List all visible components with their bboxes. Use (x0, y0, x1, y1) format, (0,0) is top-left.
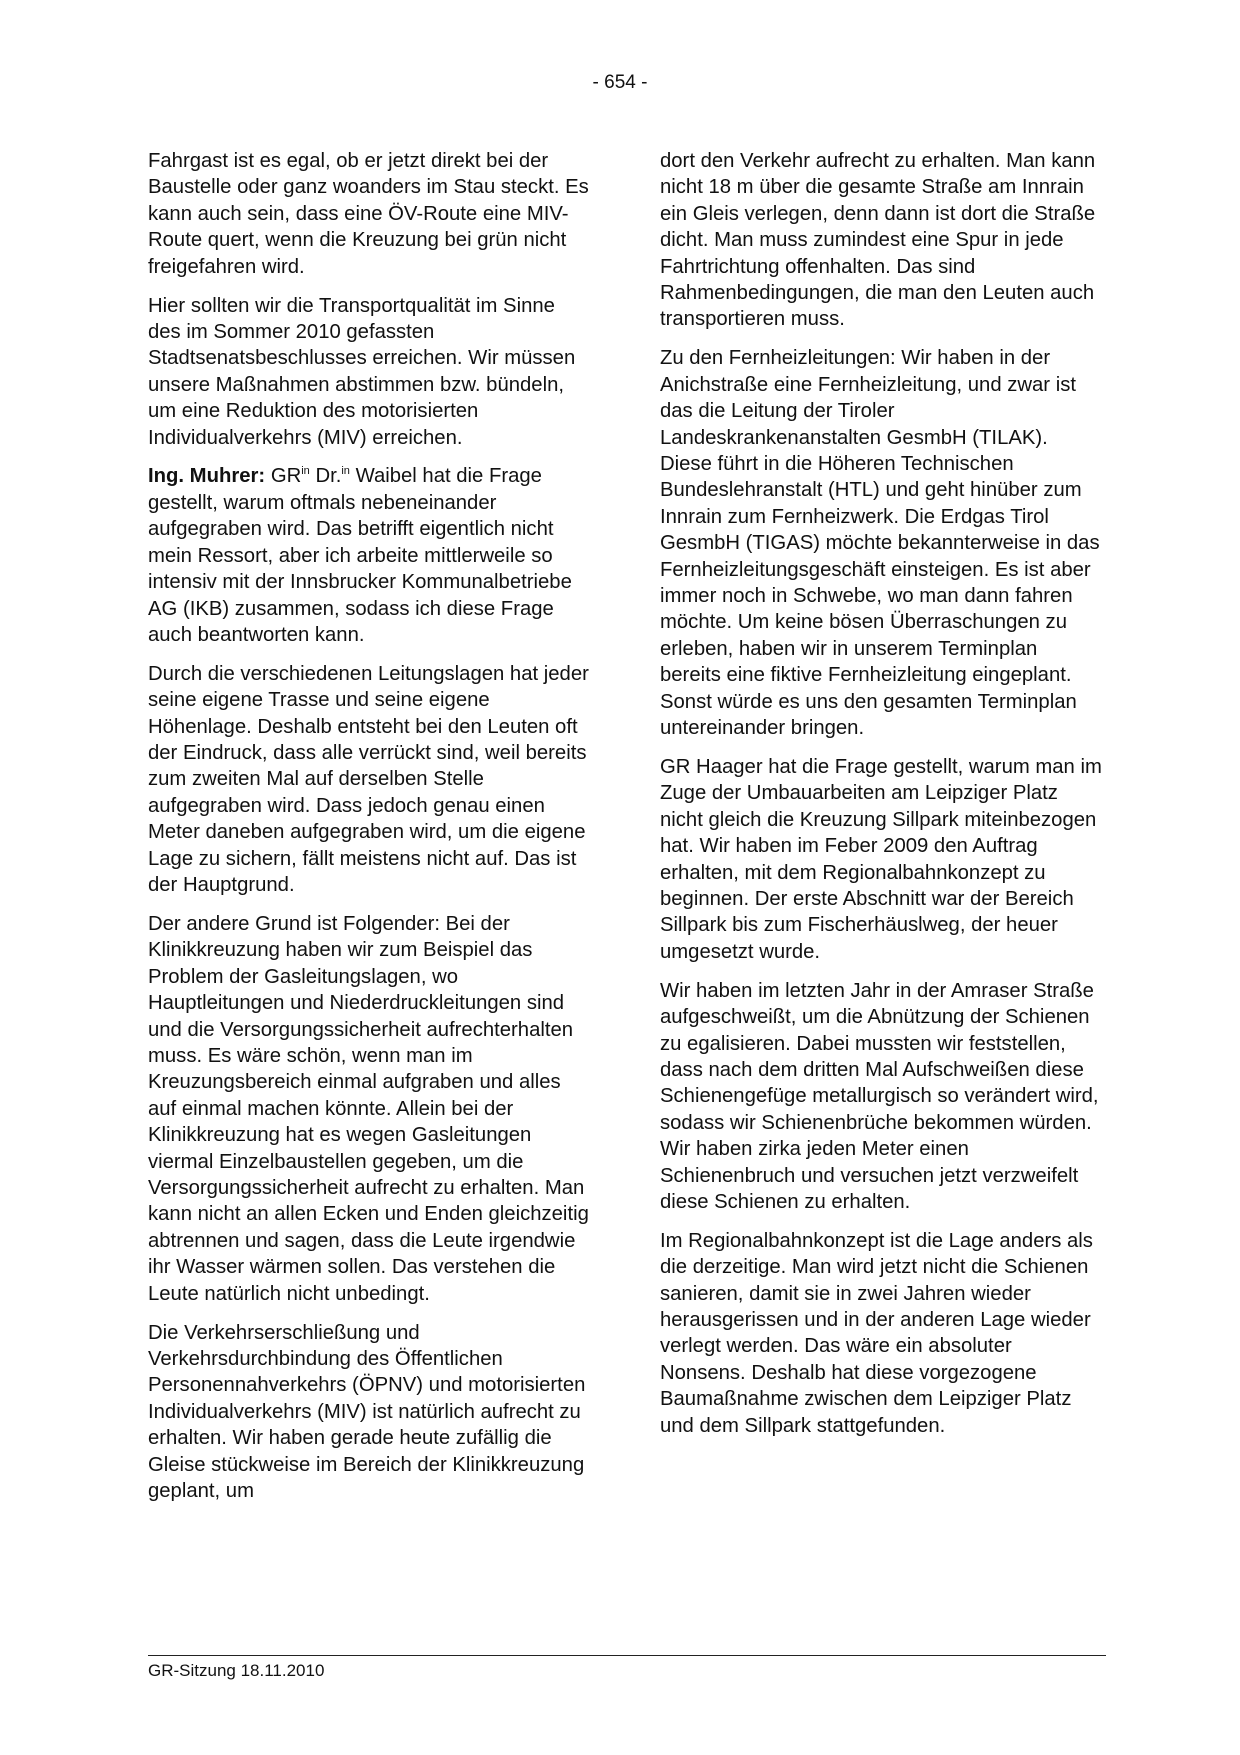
left-column (148, 148, 590, 1517)
speaker-name: Ing. Muhrer: (148, 465, 266, 488)
paragraph: Die Verkehrserschließung und Verkehrsdurchbindung des Öffentlichen Personennahverkehrs (ÖPNV) und motorisierten Individualverkehrs (MIV) ist natürlich aufrecht zu erhalten. Wir haben gerade heute zufällig die Gleise stückweise im Bereich der Klinikkreuzung geplant, um (148, 1321, 586, 1502)
paragraph: Durch die verschiedenen Leitungslagen hat jeder seine eigene Trasse und seine eigene Höhenlage. Deshalb entsteht bei den Leuten oft der Eindruck, dass alle verrückt sind, weil bereits zum zweiten Mal auf derselben Stelle aufgegraben wird. Dass jedoch genau einen Meter daneben aufgegraben wird, um die eigene Lage zu sichern, fällt meistens nicht auf. Das ist der Hauptgrund. (148, 662, 589, 897)
footer-text: GR-Sitzung 18.11.2010 (148, 1661, 325, 1680)
paragraph: Hier sollten wir die Transportqualität im Sinne des im Sommer 2010 gefassten Stadtsenatsbeschlusses erreichen. Wir müssen unsere Maßnahmen abstimmen bzw. bündeln, um eine Reduktion des motorisierten Individualverkehrs (MIV) erreichen. (148, 294, 576, 449)
speaker-text: Waibel hat die Frage gestellt, warum oftmals nebeneinander aufgegraben wird. Das betrifft eigentlich nicht mein Ressort, aber ich arbeite mittlerweile so intensiv mit der Innsbrucker Kommunalbetriebe AG (IKB) zusammen, sodass ich diese Frage auch beantworten kann. (148, 465, 572, 646)
title-dr-suffix: in (341, 465, 350, 478)
title-gr: GR (270, 465, 302, 488)
paragraph: Der andere Grund ist Folgender: Bei der Klinikkreuzung haben wir zum Beispiel das Problem der Gasleitungslagen, wo Hauptleitungen und Niederdruckleitungen sind und die Versorgungssicherheit aufrechterhalten muss. Es wäre schön, wenn man im Kreuzungsbereich einmal aufgraben und alles auf einmal machen könnte. Allein bei der Klinikkreuzung hat es wegen Gasleitungen viermal Einzelbaustellen gegeben, um die Versorgungssicherheit aufrecht zu erhalten. Man kann nicht an allen Ecken und Enden gleichzeitig abtrennen und sagen, dass die Leute irgendwie ihr Wasser wärmen sollen. Das verstehen die Leute natürlich nicht unbedingt. (148, 912, 589, 1305)
paragraph: Fahrgast ist es egal, ob er jetzt direkt bei der Baustelle oder ganz woanders im Stau steckt. Es kann auch sein, dass eine ÖV-Route eine MIV-Route quert, wenn die Kreuzung bei grün nicht freigefahren wird. (148, 150, 589, 278)
title-gr-suffix: in (301, 465, 310, 478)
right-column (660, 148, 1102, 1452)
footer-divider (148, 1655, 1106, 1656)
paragraph: Im Regionalbahnkonzept ist die Lage anders als die derzeitige. Man wird jetzt nicht die Schienen sanieren, damit sie in zwei Jahren wieder herausgerissen und in der anderen Lage wieder verlegt werden. Das wäre ein absoluter Nonsens. Deshalb hat diese vorgezogene Baumaßnahme zwischen dem Leipziger Platz und dem Sillpark stattgefunden. (660, 1229, 1093, 1437)
paragraph: Wir haben im letzten Jahr in der Amraser Straße aufgeschweißt, um die Abnützung der Schienen zu egalisieren. Dabei mussten wir feststellen, dass nach dem dritten Mal Aufschweißen diese Schienengefüge metallurgisch so verändert wird, sodass wir Schienenbrüche bekommen würden. Wir haben zirka jeden Meter einen Schienenbruch und versuchen jetzt verzweifelt diese Schienen zu erhalten. (660, 979, 1099, 1213)
title-dr: Dr. (315, 465, 342, 488)
paragraph: Zu den Fernheizleitungen: Wir haben in der Anichstraße eine Fernheizleitung, und zwar ist das die Leitung der Tiroler Landeskrankenanstalten GesmbH (TILAK). Diese führt in die Höheren Technischen Bundeslehranstalt (HTL) und geht hinüber zum Innrain zum Fernheizwerk. Die Erdgas Tirol GesmbH (TIGAS) möchte bekannterweise in das Fernheizleitungsgeschäft einsteigen. Es ist aber immer noch in Schwebe, wo man dann fahren möchte. Um keine bösen Überraschungen zu erleben, haben wir in unserem Terminplan bereits eine fiktive Fernheizleitung eingeplant. Sonst würde es uns den gesamten Terminplan untereinander bringen. (660, 347, 1100, 740)
paragraph: GR Haager hat die Frage gestellt, warum man im Zuge der Umbauarbeiten am Leipziger Platz nicht gleich die Kreuzung Sillpark miteinbezogen hat. Wir haben im Feber 2009 den Auftrag erhalten, mit dem Regionalbahnkonzept zu beginnen. Der erste Abschnitt war der Bereich Sillpark bis zum Fischerhäuslweg, der heuer umgesetzt wurde. (660, 755, 1102, 963)
speaker-paragraph (148, 463, 590, 648)
paragraph: dort den Verkehr aufrecht zu erhalten. Man kann nicht 18 m über die gesamte Straße am Innrain ein Gleis verlegen, denn dann ist dort die Straße dicht. Man muss zumindest eine Spur in jede Fahrtrichtung offenhalten. Das sind Rahmenbedingungen, die man den Leuten auch transportieren muss. (660, 150, 1096, 331)
page-number: - 654 - (592, 72, 648, 93)
